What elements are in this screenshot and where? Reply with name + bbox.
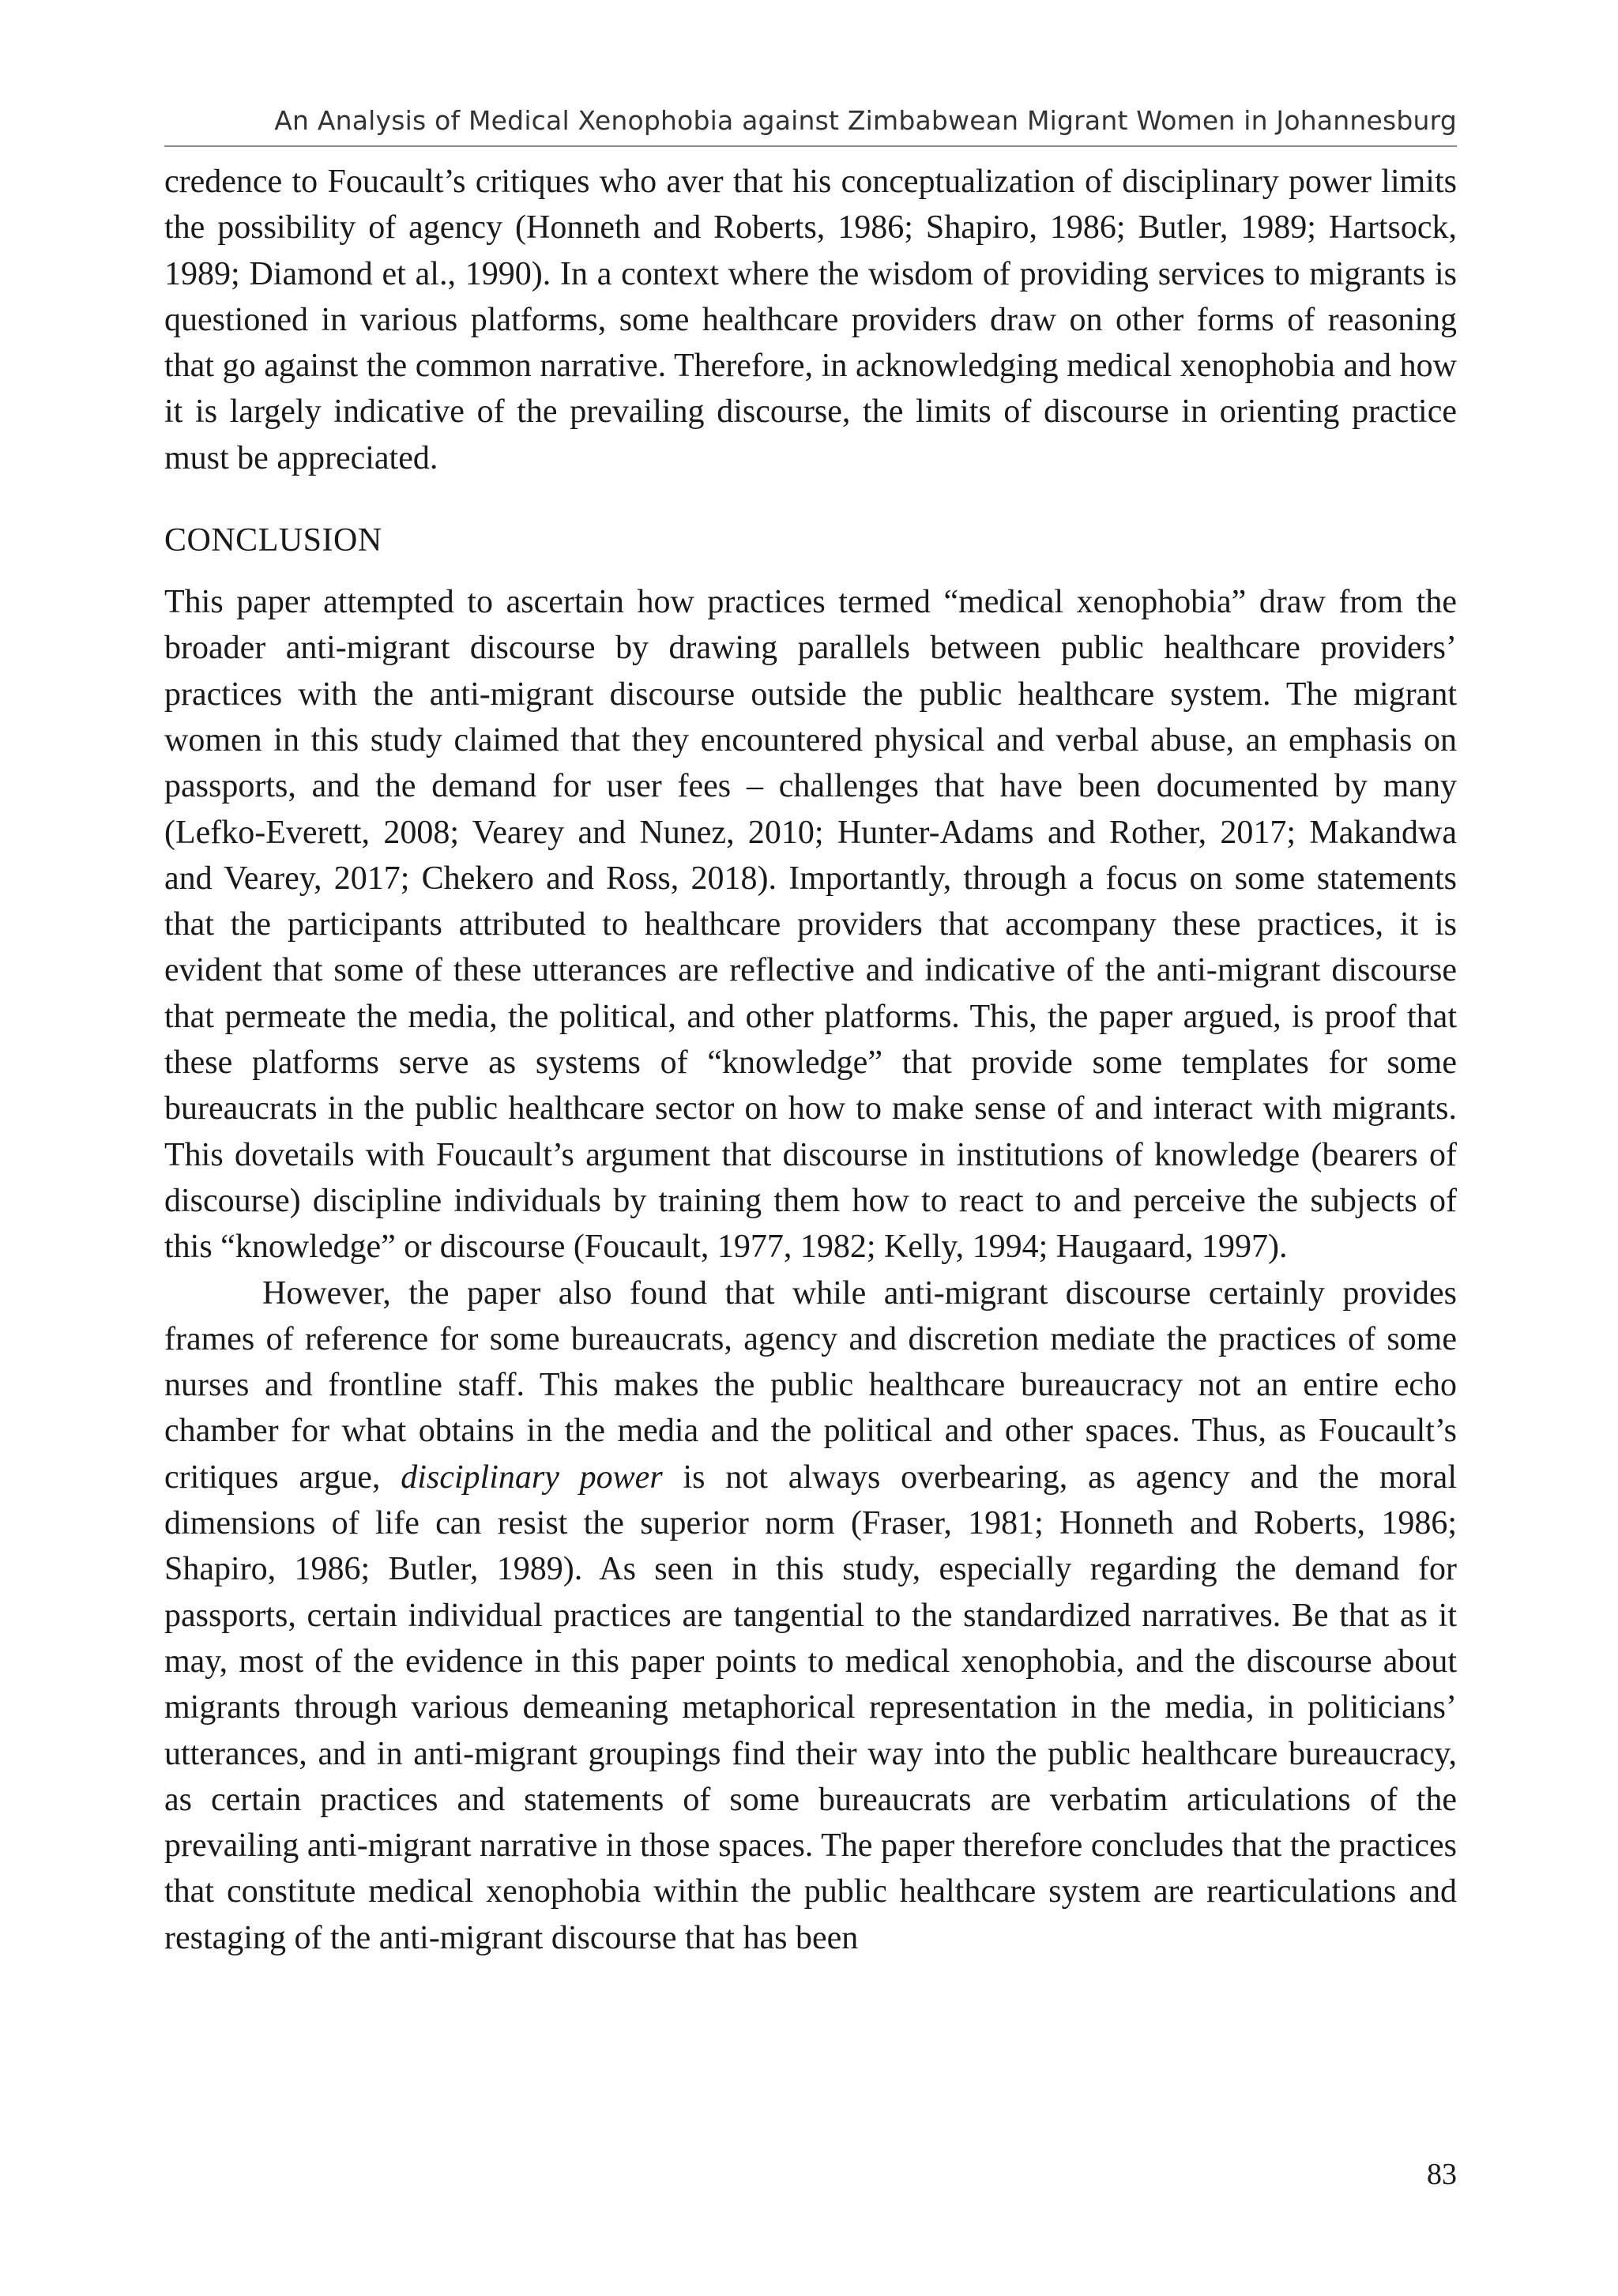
running-header: An Analysis of Medical Xenophobia against Zimbabwean Migrant Women in Johannesburg bbox=[164, 95, 1457, 147]
paragraph-conclusion-1: This paper attempted to ascertain how practices termed “medical xenophobia” draw from the broader anti-migrant discourse by drawing parallels between public healthcare providers’ practices with the anti-migrant discourse outside the public healthcare system. The migrant women in this study claimed that they encountered physical and verbal abuse, an emphasis on passports, and the demand for user fees – challenges that have been documented by many (Lefko-Everett, 2008; Vearey and Nunez, 2010; Hunter-Adams and Rother, 2017; Makandwa and Vearey, 2017; Chekero and Ross, 2018). Importantly, through a focus on some statements that the participants attributed to healthcare providers that accompany these practices, it is evident that some of these utterances are reflective and indicative of the anti-migrant discourse that permeate the media, the political, and other platforms. This, the paper argued, is proof that these platforms serve as systems of “knowledge” that provide some templates for some bureaucrats in the public healthcare sector on how to make sense of and interact with migrants. This dovetails with Foucault’s argument that discourse in institutions of knowledge (bearers of discourse) discipline individuals by training them how to react to and perceive the subjects of this “knowledge” or discourse (Foucault, 1977, 1982; Kelly, 1994; Haugaard, 1997). bbox=[164, 584, 1457, 1266]
paragraph-conclusion-2 bbox=[164, 1270, 1457, 1961]
paragraph-text: is not always overbearing, as agency and the moral dimensions of life can resist the superior norm (Fraser, 1981; Honneth and Roberts, 1986; Shapiro, 1986; Butler, 1989). As seen in this study, especially regarding the demand for passports, certain individual practices are tangential to the standardized narratives. Be that as it may, most of the evidence in this paper points to medical xenophobia, and the discourse about migrants through various demeaning metaphorical representation in the media, in politicians’ utterances, and in anti-migrant groupings find their way into the public healthcare bureaucracy, as certain practices and statements of some bureaucrats are verbatim articulations of the prevailing anti-migrant narrative in those spaces. The paper therefore concludes that the practices that constitute medical xenophobia within the public healthcare system are rearticulations and restaging of the anti-migrant discourse that has been bbox=[164, 1459, 1457, 1956]
section-heading-conclusion: CONCLUSION bbox=[164, 522, 382, 559]
italic-term: disciplinary power bbox=[401, 1459, 663, 1496]
paragraph-continued: credence to Foucault’s critiques who aver that his conceptualization of disciplinary power limits the possibility of agency (Honneth and Roberts, 1986; Shapiro, 1986; Butler, 1989; Hartsock, 1989; Diamond et al., 1990). In a context where the wisdom of providing services to migrants is questioned in various platforms, some healthcare providers draw on other forms of reasoning that go against the common narrative. Therefore, in acknowledging medical xenophobia and how it is largely indicative of the prevailing discourse, the limits of discourse in orienting practice must be appreciated. bbox=[164, 164, 1457, 476]
page-number: 83 bbox=[1427, 2158, 1457, 2191]
body-text bbox=[164, 159, 1457, 1961]
paragraph-text: However, the paper also found that while anti-migrant discourse certainly provides frames of reference for some bureaucrats, agency and discretion mediate the practices of some nurses and frontline staff. This makes the public healthcare bureaucracy not an entire echo chamber for what obtains in the media and the political and other spaces. Thus, as Foucault’s critiques argue, bbox=[164, 1274, 1457, 1496]
page bbox=[164, 0, 1457, 2296]
